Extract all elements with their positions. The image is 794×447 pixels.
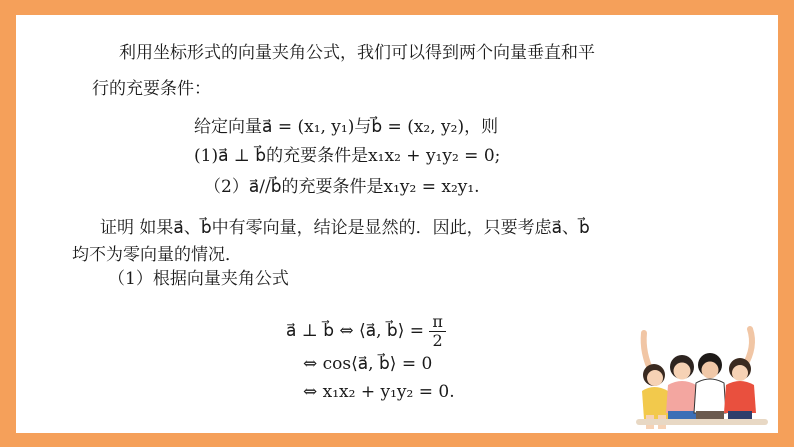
intro-line-2: 行的充要条件： — [92, 79, 211, 99]
person-4 — [724, 329, 756, 423]
equation-2: ⇔ cos⟨a⃗, b⃗⟩ = 0 — [303, 354, 433, 374]
proof-line-3: （1）根据向量夹角公式 — [108, 269, 289, 289]
equation-3: ⇔ x₁x₂ + y₁y₂ = 0. — [303, 382, 455, 402]
person-3 — [694, 353, 726, 423]
given-vectors: 给定向量a⃗ = (x₁, y₁)与b⃗ = (x₂, y₂)，则 — [194, 117, 499, 137]
pi-over-two-fraction — [429, 313, 446, 350]
proof-line-2: 均不为零向量的情况． — [72, 245, 242, 265]
group-of-people-cheering-illustration — [632, 323, 772, 431]
equation-1 — [286, 311, 446, 351]
perpendicular-condition: (1)a⃗ ⊥ b⃗的充要条件是x₁x₂ + y₁y₂ = 0; — [194, 146, 501, 166]
person-2 — [666, 355, 698, 421]
parallel-condition: （2）a⃗//b⃗的充要条件是x₁y₂ = x₂y₁. — [204, 177, 480, 197]
fraction-numerator: π — [429, 313, 446, 332]
fraction-denominator: 2 — [432, 331, 443, 350]
equation-1-left: a⃗ ⊥ b⃗ ⇔ ⟨a⃗, b⃗⟩ = — [286, 321, 424, 341]
proof-line-1: 证明 如果a⃗、b⃗中有零向量，结论是显然的．因此，只要考虑a⃗、b⃗ — [100, 218, 590, 238]
person-1 — [642, 333, 670, 429]
intro-line-1: 利用坐标形式的向量夹角公式，我们可以得到两个向量垂直和平 — [119, 43, 595, 63]
slide-content — [16, 15, 778, 433]
